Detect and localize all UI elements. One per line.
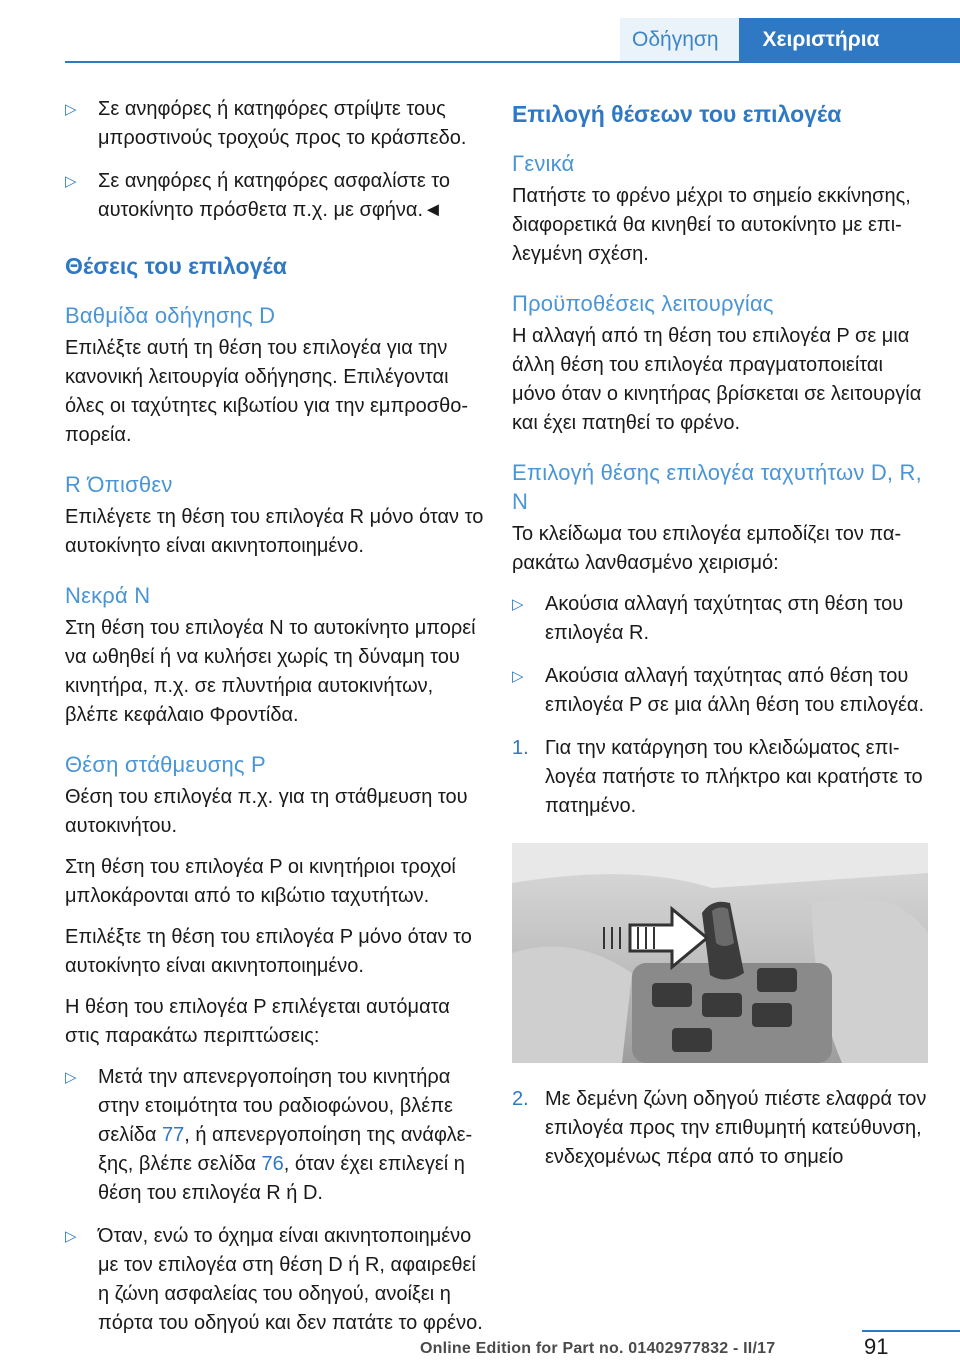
- numbered-step-1: [512, 734, 932, 821]
- list-item: [512, 662, 932, 720]
- step-number: 1.: [512, 737, 529, 759]
- triangle-right-icon: ▷: [512, 668, 524, 685]
- subheading-park: Θέση στάθμευσης P: [65, 752, 266, 777]
- bullet-text: Σε ανηφόρες ή κατηφόρες στρίψτε τους μπροστινούς τροχούς προς το κράσπεδο.: [98, 98, 467, 149]
- bullet-text: [98, 1066, 472, 1204]
- header-section: Οδήγηση: [620, 18, 739, 62]
- step-text: Για την κατάργηση του κλειδώματος επιλογέα πατήστε το πλήκτρο και κρατήστε το πατημένο.: [545, 737, 923, 817]
- footer-rule: [862, 1330, 960, 1332]
- subheading-prerequisites: Προϋποθέσεις λειτουργίας: [512, 291, 774, 316]
- subheading-select-drn: Επιλογή θέσης επιλογέα ταχυτήτων D, R, N: [512, 460, 922, 514]
- header-rule: [65, 61, 960, 63]
- page-number: 91: [864, 1334, 889, 1359]
- bullet-text: Σε ανηφόρες ή κατηφόρες ασφαλίστε το αυτοκίνητο πρόσθετα π.χ. με σφήνα.◄: [98, 170, 451, 221]
- paragraph-drive: Επιλέξτε αυτή τη θέση του επιλογέα για την κανονική λειτουργία οδήγησης. Επιλέγονται όλες οι ταχύτητες κιβωτίου για την εμπροσθοπορεία.: [65, 337, 469, 446]
- bullet-text-part: , όταν έχει επιλεγεί η θέση του επιλογέα R ή D.: [98, 1153, 465, 1204]
- list-item: [65, 1222, 485, 1338]
- gear-selector-illustration: [512, 843, 928, 1063]
- bullet-text: Ακούσια αλλαγή ταχύτητας στη θέση του επιλογέα R.: [545, 593, 904, 644]
- header-subsection: Χειριστήρια: [739, 18, 960, 62]
- right-column: [512, 95, 932, 1186]
- numbered-step-2: [512, 1085, 932, 1172]
- section-heading-selector-positions: Θέσεις του επιλογέα: [65, 253, 287, 279]
- section-heading-selecting-positions: Επιλογή θέσεων του επιλογέα: [512, 101, 842, 127]
- bullet-text-part: , ή απενεργοποίηση της ανάφλεξης, βλέπε σελίδα: [98, 1124, 473, 1175]
- left-column: [65, 95, 485, 1352]
- paragraph-select: Το κλείδωμα του επιλογέα εμποδίζει τον παρακάτω λανθασμένο χειρισμό:: [512, 523, 902, 574]
- triangle-right-icon: ▷: [65, 1228, 77, 1245]
- page-link-77[interactable]: 77: [161, 1124, 185, 1146]
- paragraph-park-2: Στη θέση του επιλογέα P οι κινητήριοι τροχοί μπλοκάρονται από το κιβώτιο ταχυτήτων.: [65, 856, 456, 907]
- subheading-general: Γενικά: [512, 151, 575, 176]
- bullet-text: Όταν, ενώ το όχημα είναι ακινητοποιημένο με τον επιλογέα στη θέση D ή R, αφαιρεθεί η ζώνη ασφαλείας του οδηγού, ανοίξει η πόρτα του οδηγού και δεν πατάτε το φρένο.: [98, 1225, 483, 1334]
- triangle-right-icon: ▷: [65, 101, 77, 118]
- paragraph-reverse: Επιλέγετε τη θέση του επιλογέα R μόνο όταν το αυτοκίνητο είναι ακινητοποιημένο.: [65, 506, 484, 557]
- list-item: [65, 1063, 485, 1208]
- subheading-neutral: Νεκρά N: [65, 583, 151, 608]
- paragraph-park-4: Η θέση του επιλογέα P επιλέγεται αυτόματα στις παρακάτω περιπτώσεις:: [65, 996, 450, 1047]
- edition-watermark: Online Edition for Part no. 01402977832 - II/17: [420, 1340, 776, 1357]
- triangle-right-icon: ▷: [65, 1069, 77, 1086]
- triangle-right-icon: ▷: [512, 596, 524, 613]
- paragraph-general: Πατήστε το φρένο μέχρι το σημείο εκκίνησης, διαφορετικά θα κινηθεί το αυτοκίνητο με επιλεγμένη σχέση.: [512, 185, 911, 265]
- paragraph-park-1: Θέση του επιλογέα π.χ. για τη στάθμευση του αυτοκινήτου.: [65, 786, 468, 837]
- bullet-text-part: Μετά την απενεργοποίηση του κινητήρα στην ετοιμότητα του ραδιοφώνου, βλέπε σελίδα: [98, 1066, 453, 1146]
- gear-selector-photo: [512, 843, 928, 1063]
- subheading-drive: Βαθμίδα οδήγησης D: [65, 303, 276, 328]
- paragraph-park-3: Επιλέξτε τη θέση του επιλογέα P μόνο όταν το αυτοκίνητο είναι ακινητοποιημένο.: [65, 926, 472, 977]
- page-header: [620, 18, 960, 62]
- step-number: 2.: [512, 1088, 529, 1110]
- paragraph-prerequisites: Η αλλαγή από τη θέση του επιλογέα P σε μια άλλη θέση του επιλογέα πραγματοποιείται μόνο όταν ο κινητήρας βρίσκεται σε λειτουργία και έχει πατηθεί το φρένο.: [512, 325, 922, 434]
- paragraph-neutral: Στη θέση του επιλογέα N το αυτοκίνητο μπορεί να ωθηθεί ή να κυλήσει χωρίς τη δύναμη του κινητήρα, π.χ. σε πλυντήρια αυτοκινήτων, βλέπε κεφάλαιο Φροντίδα.: [65, 617, 476, 726]
- page-link-76[interactable]: 76: [261, 1153, 284, 1175]
- list-item: [65, 95, 485, 153]
- step-text: Με δεμένη ζώνη οδηγού πιέστε ελαφρά τον επιλογέα προς την επιθυμητή κατεύθυνση, ενδεχομένως πέρα από το σημείο: [545, 1088, 927, 1168]
- list-item: [512, 590, 932, 648]
- subheading-reverse: R Όπισθεν: [65, 472, 173, 497]
- list-item: [65, 167, 485, 225]
- triangle-right-icon: ▷: [65, 173, 77, 190]
- bullet-text: Ακούσια αλλαγή ταχύτητας από θέση του επιλογέα P σε μια άλλη θέση του επιλογέα.: [545, 665, 925, 716]
